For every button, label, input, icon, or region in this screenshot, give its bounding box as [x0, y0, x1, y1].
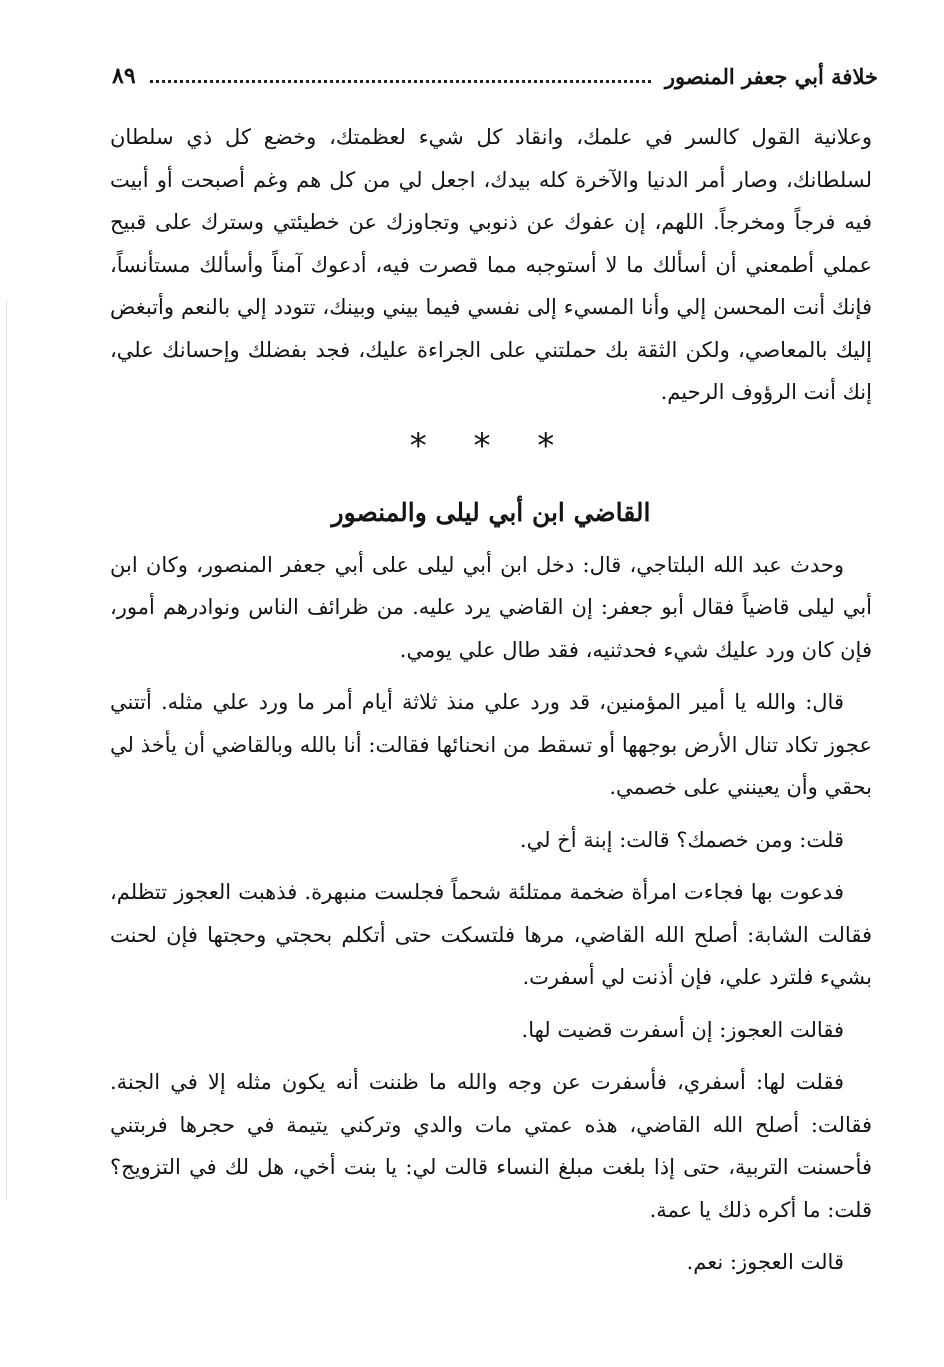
asterisk-separator: * * *	[409, 425, 573, 466]
paragraph: وحدث عبد الله البلتاجي، قال: دخل ابن أبي ليلى على أبي جعفر المنصور، وكان ابن أبي ليلى قاضياً فقال أبو جعفر: إن القاضي يرد عليه. من ظرائف الناس ونوادرهم أمور، فإن كان ورد عليك شيء فحدثنيه، فقد طال علي يومي.	[110, 552, 872, 662]
page-number: ٨٩	[112, 63, 136, 89]
scan-edge-line	[6, 300, 7, 1200]
dotted-leader	[150, 80, 651, 83]
paragraph: فقالت العجوز: إن أسفرت قضيت لها.	[521, 1017, 844, 1042]
page-header	[112, 58, 878, 94]
paragraph: فدعوت بها فجاءت امرأة ضخمة ممتلئة شحماً فجلست منبهرة. فذهبت العجوز تتظلم، فقالت الشابة: أصلح الله القاضي، مرها فلتسكت حتى أتكلم بحجتي وحجتها فإن لحنت بشيء فلترد علي، فإن أذنت لي أسفرت.	[110, 880, 872, 989]
running-title: خلافة أبي جعفر المنصور	[664, 63, 878, 89]
paragraph: فقلت لها: أسفري، فأسفرت عن وجه والله ما ظننت أنه يكون مثله إلا في الجنة. فقالت: أصلح الله القاضي، هذه عمتي مات والدي وتركني يتيمة في حجرها فربتني فأحسنت التربية، حتى إذا بلغت مبلغ النساء قالت لي: يا بنت أخي، هل لك في التزويج؟ قلت: ما أكره ذلك يا عمة.	[110, 1070, 872, 1222]
paragraph: قال: والله يا أمير المؤمنين، قد ورد علي منذ ثلاثة أيام أمر ما ورد علي مثله. أتتني عجوز تكاد تنال الأرض بوجهها أو تسقط من انحنائها فقالت: أنا بالله وبالقاضي أن يأخذ لي بحقي وأن يعينني على خصمي.	[110, 690, 872, 799]
paragraph: قلت: ومن خصمك؟ قالت: إبنة أخ لي.	[519, 827, 844, 852]
body-text	[110, 116, 872, 1284]
paragraph: قالت العجوز: نعم.	[686, 1250, 844, 1274]
section-title: القاضي ابن أبي ليلى والمنصور	[331, 497, 651, 527]
continued-paragraph: وعلانية القول كالسر في علمك، وانقاد كل شيء لعظمتك، وخضع كل ذي سلطان لسلطانك، وصار أمر الدنيا والآخرة كله بيدك، اجعل لي من كل هم وغم أصبحت أو أبيت فيه فرجاً ومخرجاً. اللهم، إن عفوك عن ذنوبي وتجاوزك عن خطيئتي وسترك على قبيح عملي أطمعني أن أسألك ما لا أستوجبه مما قصرت فيه، أدعوك آمناً وأسألك مستأنساً، فإنك أنت المحسن إلي وأنا المسيء إلى نفسي فيما بيني وبينك، تتودد إلي بالنعم وأتبغض إليك بالمعاصي، ولكن الثقة بك حملتني على الجراءة عليك، فجد بفضلك وإحسانك علي، إنك أنت الرؤوف الرحيم.	[110, 125, 872, 404]
